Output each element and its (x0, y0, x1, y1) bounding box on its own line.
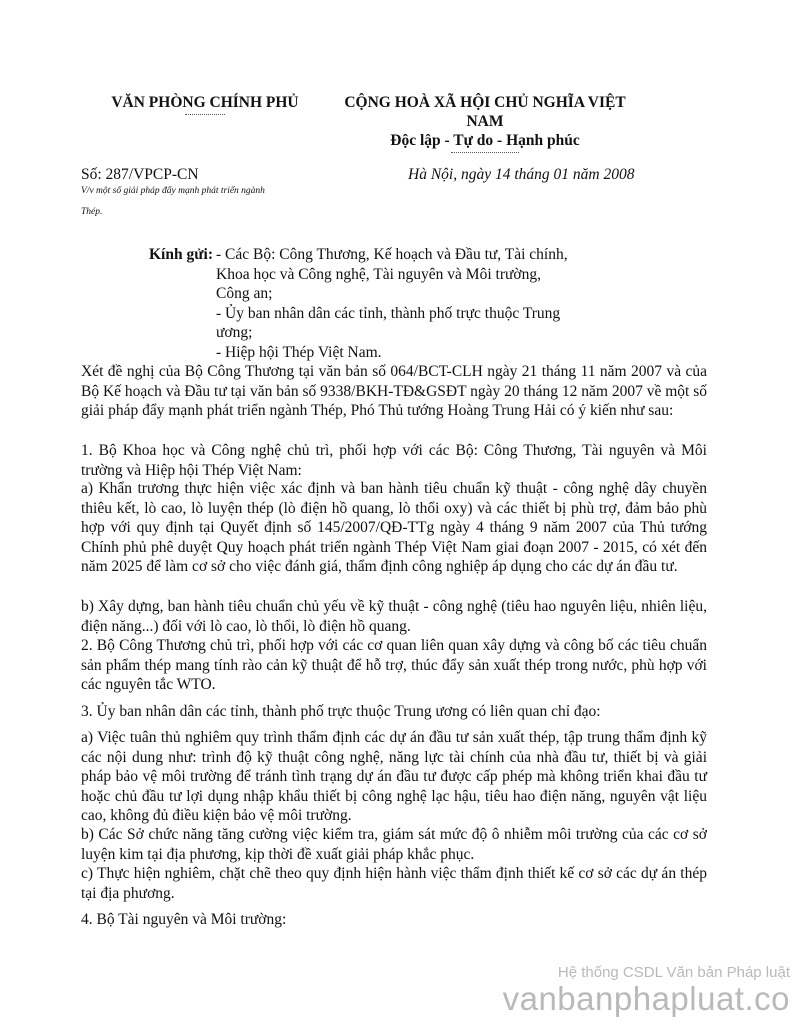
recipients-label: Kính gửi: (149, 246, 213, 263)
recipient-line: - Ủy ban nhân dân các tỉnh, thành phố trực thuộc Trung (216, 304, 561, 322)
body-paragraph: 3. Ủy ban nhân dân các tỉnh, thành phố trực thuộc Trung ương có liên quan chỉ đạo: (81, 703, 601, 720)
subject-line-1: V/v một số giải pháp đẩy mạnh phát triển ngành (81, 186, 265, 196)
body-paragraph: 2. Bộ Công Thương chủ trì, phối hợp với các cơ quan liên quan xây dựng và công bố các tiêu chuẩn sản phẩm thép mang tính rào cản kỹ thuật để hỗ trợ, thúc đẩy sản xuất thép trong nước, phù hợp với các nguyên tắc WTO. (81, 637, 707, 694)
watermark-line-2: vanbanphapluat.co (502, 980, 790, 1017)
agency-underline (185, 114, 225, 115)
motto-underline (451, 152, 519, 153)
agency-block (100, 93, 310, 115)
body-paragraph: Xét đề nghị của Bộ Công Thương tại văn bản số 064/BCT-CLH ngày 21 tháng 11 năm 2007 và của Bộ Kế hoạch và Đầu tư tại văn bản số 9338/BKH-TĐ&GSĐT ngày 20 tháng 12 năm 2007 về một số giải pháp đẩy mạnh phát triển ngành Thép, Phó Thủ tướng Hoàng Trung Hải có ý kiến như sau: (81, 363, 707, 420)
recipient-line: - Các Bộ: Công Thương, Kế hoạch và Đầu tư, Tài chính, (216, 246, 568, 263)
body-paragraph: c) Thực hiện nghiêm, chặt chẽ theo quy định hiện hành việc thẩm định thiết kế cơ sở các dự án thép tại địa phương. (81, 865, 707, 902)
subject-line-2: Thép. (81, 207, 103, 217)
national-motto: Độc lập - Tự do - Hạnh phúc (390, 132, 580, 149)
recipient-line: Khoa học và Công nghệ, Tài nguyên và Môi trường, (216, 265, 541, 283)
recipient-line: - Hiệp hội Thép Việt Nam. (216, 344, 382, 361)
recipient-line: ương; (216, 324, 253, 342)
country-block (330, 93, 640, 153)
body-paragraph: a) Khẩn trương thực hiện việc xác định và ban hành tiêu chuẩn kỹ thuật - công nghệ dây chuyền thiêu kết, lò cao, lò luyện thép (lò điện hồ quang, lò thổi oxy) và các thiết bị phù trợ, đảm bảo phù hợp với quy định tại Quyết định số 145/2007/QĐ-TTg ngày 4 tháng 9 năm 2007 của Thủ tướng Chính phủ phê duyệt Quy hoạch phát triển ngành Thép Việt Nam giai đoạn 2007 - 2015, có xét đến năm 2025 để làm cơ sở cho việc đánh giá, thẩm định công nghiệp áp dụng cho các dự án đầu tư. (81, 480, 707, 576)
country-name-line2: NAM (466, 113, 504, 130)
document-number: Số: 287/VPCP-CN (81, 166, 199, 183)
body-paragraph: a) Việc tuân thủ nghiêm quy trình thẩm định các dự án đầu tư sản xuất thép, tập trung thẩm định kỹ các nội dung như: trình độ kỹ thuật công nghệ, năng lực tài chính của nhà đầu tư, thiết bị và giải pháp bảo vệ môi trường để tránh tình trạng dự án đầu tư được cấp phép mà không triển khai đầu tư hoặc chủ đầu tư lợi dụng nhập khẩu thiết bị công nghệ lạc hậu, tiêu hao điện năng, nguyên vật liệu cao, không đủ điều kiện bảo vệ môi trường. (81, 729, 707, 825)
place-and-date: Hà Nội, ngày 14 tháng 01 năm 2008 (408, 166, 635, 183)
agency-name: VĂN PHÒNG CHÍNH PHỦ (111, 94, 299, 111)
watermark-line-1: Hệ thống CSDL Văn bản Pháp luật (557, 964, 790, 981)
body-paragraph: 4. Bộ Tài nguyên và Môi trường: (81, 911, 287, 928)
recipient-line: Công an; (216, 285, 273, 303)
country-name-line1: CỘNG HOÀ XÃ HỘI CHỦ NGHĨA VIỆT (344, 94, 626, 111)
body-paragraph: b) Xây dựng, ban hành tiêu chuẩn chủ yếu về kỹ thuật - công nghệ (tiêu hao nguyên liệu, nhiên liệu, điện năng...) đối với lò cao, lò thổi, lò điện hồ quang. (81, 598, 707, 635)
body-paragraph: b) Các Sở chức năng tăng cường việc kiểm tra, giám sát mức độ ô nhiễm môi trường của các cơ sở luyện kim tại địa phương, kịp thời đề xuất giải pháp khắc phục. (81, 826, 707, 863)
body-paragraph: 1. Bộ Khoa học và Công nghệ chủ trì, phối hợp với các Bộ: Công Thương, Tài nguyên và Môi trường và Hiệp hội Thép Việt Nam: (81, 442, 707, 479)
